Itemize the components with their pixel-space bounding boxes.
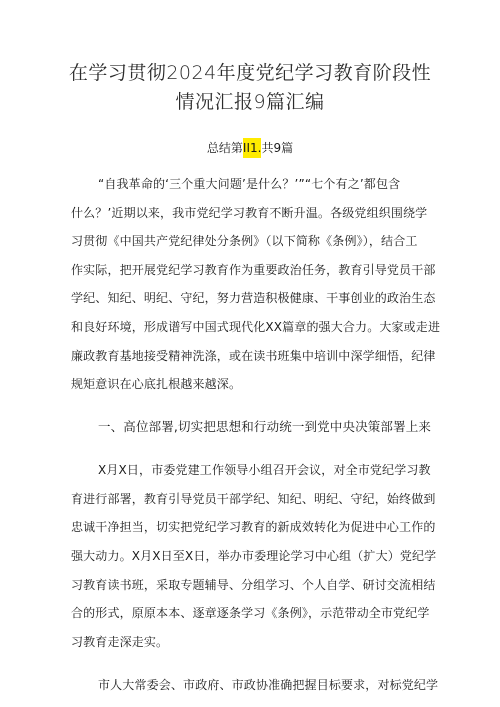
summary-suffix: 共9篇: [261, 141, 294, 155]
body-line: 学纪、知纪、明纪、守纪，努力营造积极健康、干事创业的政治生态: [71, 291, 436, 305]
body-line: 作实际，把开展党纪学习教育作为重要政治任务，教育引导党员干部: [71, 263, 436, 277]
body-line: 强大动力。X月X日至X日，举办市委理论学习中心组（扩大）党纪学: [71, 549, 437, 563]
body-line: 忠诚干净担当，切实把党纪学习教育的新成效转化为促进中心工作的: [71, 520, 436, 534]
body-line: “自我革命的‘三个重大问题’是什么？’”“七个有之’都包含: [98, 177, 401, 191]
body-line: 市人大常委会、市政府、市政协准确把握目标要求，对标党纪学: [98, 678, 439, 692]
body-line: 习贯彻《中国共产党纪律处分条例》（以下简称《条例》），结合工: [71, 234, 418, 248]
body-line: 规矩意识在心底扎根越来越深。: [71, 377, 242, 391]
document-title-line-1: 在学习贯彻2024年度党纪学习教育阶段性: [68, 62, 432, 84]
summary-line: [0, 139, 500, 156]
body-line: 育进行部署，教育引导党员干部学纪、知纪、明纪、守纪，始终做到: [71, 492, 436, 506]
body-line: 习教育走深走实。: [71, 635, 169, 649]
body-line: 廉政教育基地接受精神洗涤，或在读书班集中培训中深学细悟，纪律: [71, 349, 436, 363]
body-line: 习教育读书班，采取专题辅导、分组学习、个人自学、研讨交流相结: [71, 578, 436, 592]
document-title-line-2: 情况汇报9篇汇编: [175, 91, 325, 113]
body-line: X月X日，市委党建工作领导小组召开会议，对全市党纪学习教: [98, 463, 431, 477]
body-line: 和良好环境，形成谱写中国式现代化XX篇章的强大合力。大家或走进: [71, 320, 441, 334]
body-line: 合的形式，原原本本、逐章逐条学习《条例》，示范带动全市党纪学: [71, 606, 430, 620]
summary-prefix: 总结第: [206, 141, 243, 155]
section-heading: 一、高位部署,切实把思想和行动统一到党中央决策部署上来: [98, 419, 432, 434]
body-line: 什么？’近期以来，我市党纪学习教育不断升温。各级党组织围绕学: [71, 206, 428, 220]
summary-highlight: II1.: [243, 138, 262, 158]
